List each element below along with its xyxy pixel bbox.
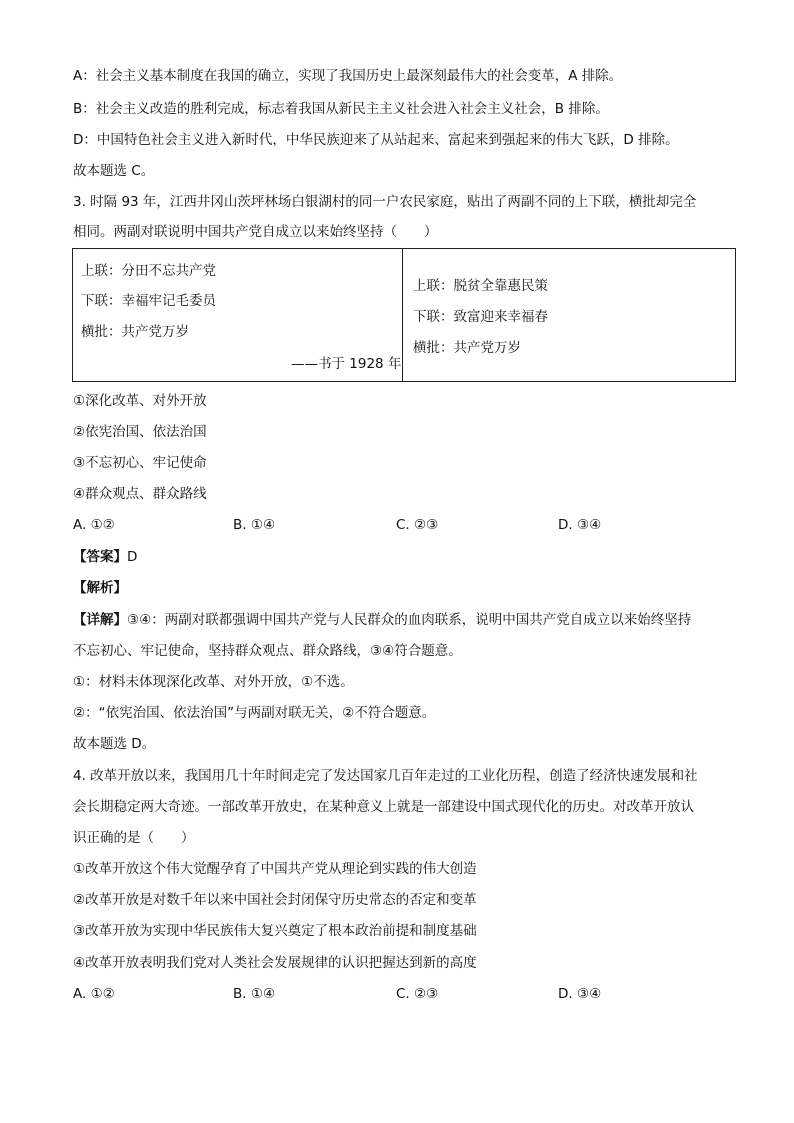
q3-answer (73, 548, 137, 566)
q4-option-d: D. ③④ (558, 986, 602, 1002)
detail-label: 【详解】 (73, 612, 127, 628)
analysis-conclusion: 故本题选 C。 (73, 163, 155, 179)
q3-conclusion: 故本题选 D。 (73, 736, 156, 752)
couplet1-source: ——书于 1928 年 (291, 356, 402, 372)
couplet1-horizontal: 横批：共产党万岁 (81, 324, 189, 340)
analysis-option-b: B：社会主义改造的胜利完成，标志着我国从新民主主义社会进入社会主义社会，B 排除。 (73, 101, 609, 117)
q3-item-2: ②依宪治国、依法治国 (73, 424, 207, 440)
q3-item-1: ①深化改革、对外开放 (73, 393, 207, 409)
q4-stem-line2: 会长期稳定两大奇迹。一部改革开放史，在某种意义上就是一部建设中国式现代化的历史。对改革开放认 (73, 799, 694, 815)
answer-value: D (127, 549, 138, 565)
q4-option-c: C. ②③ (396, 986, 439, 1002)
couplet1-lower: 下联：幸福牢记毛委员 (81, 293, 216, 309)
q3-detail-line3: ①：材料未体现深化改革、对外开放，①不选。 (73, 674, 354, 690)
q3-item-4: ④群众观点、群众路线 (73, 486, 207, 502)
q4-stem-line1: 4. 改革开放以来，我国用几十年时间走完了发达国家几百年走过的工业化历程，创造了经济快速发展和社 (73, 768, 698, 784)
couplet1-upper: 上联：分田不忘共产党 (81, 263, 216, 279)
answer-label: 【答案】 (73, 549, 127, 565)
couplet-1928 (73, 249, 403, 381)
q3-option-b: B. ①④ (233, 517, 276, 533)
q3-detail-line1 (73, 611, 691, 629)
q3-option-c: C. ②③ (396, 517, 439, 533)
q4-item-3: ③改革开放为实现中华民族伟大复兴奠定了根本政治前提和制度基础 (73, 923, 477, 939)
couplet2-upper: 上联：脱贫全靠惠民策 (413, 278, 548, 294)
q3-analysis-label (73, 579, 127, 597)
q3-option-d: D. ③④ (558, 517, 602, 533)
couplet2-lower: 下联：致富迎来幸福春 (413, 309, 548, 325)
q3-detail-line4: ②：“依宪治国、依法治国”与两副对联无关，②不符合题意。 (73, 705, 436, 721)
couplet-table (72, 248, 736, 382)
q4-option-a: A. ①② (73, 986, 115, 1002)
q4-option-b: B. ①④ (233, 986, 276, 1002)
couplet2-horizontal: 横批：共产党万岁 (413, 340, 521, 356)
q4-item-1: ①改革开放这个伟大觉醒孕育了中国共产党从理论到实践的伟大创造 (73, 861, 477, 877)
couplet-current (403, 249, 735, 381)
analysis-label: 【解析】 (73, 580, 127, 596)
q3-stem-line1: 3. 时隔 93 年，江西井冈山茨坪林场白银湖村的同一户农民家庭，贴出了两副不同的上下联，横批却完全 (73, 194, 697, 210)
detail-text-1: ③④：两副对联都强调中国共产党与人民群众的血肉联系，说明中国共产党自成立以来始终坚持 (127, 612, 692, 628)
q3-detail-line2: 不忘初心、牢记使命，坚持群众观点、群众路线，③④符合题意。 (73, 643, 462, 659)
q3-stem-line2: 相同。两副对联说明中国共产党自成立以来始终坚持（ ） (73, 224, 438, 240)
q4-stem-line3: 识正确的是（ ） (73, 830, 195, 846)
q4-item-4: ④改革开放表明我们党对人类社会发展规律的认识把握达到新的高度 (73, 955, 477, 971)
analysis-option-a: A：社会主义基本制度在我国的确立，实现了我国历史上最深刻最伟大的社会变革，A 排除。 (73, 68, 623, 84)
q3-option-a: A. ①② (73, 517, 115, 533)
analysis-option-d: D：中国特色社会主义进入新时代，中华民族迎来了从站起来、富起来到强起来的伟大飞跃，D 排除。 (73, 132, 679, 148)
q3-item-3: ③不忘初心、牢记使命 (73, 455, 207, 471)
q4-item-2: ②改革开放是对数千年以来中国社会封闭保守历史常态的否定和变革 (73, 892, 477, 908)
